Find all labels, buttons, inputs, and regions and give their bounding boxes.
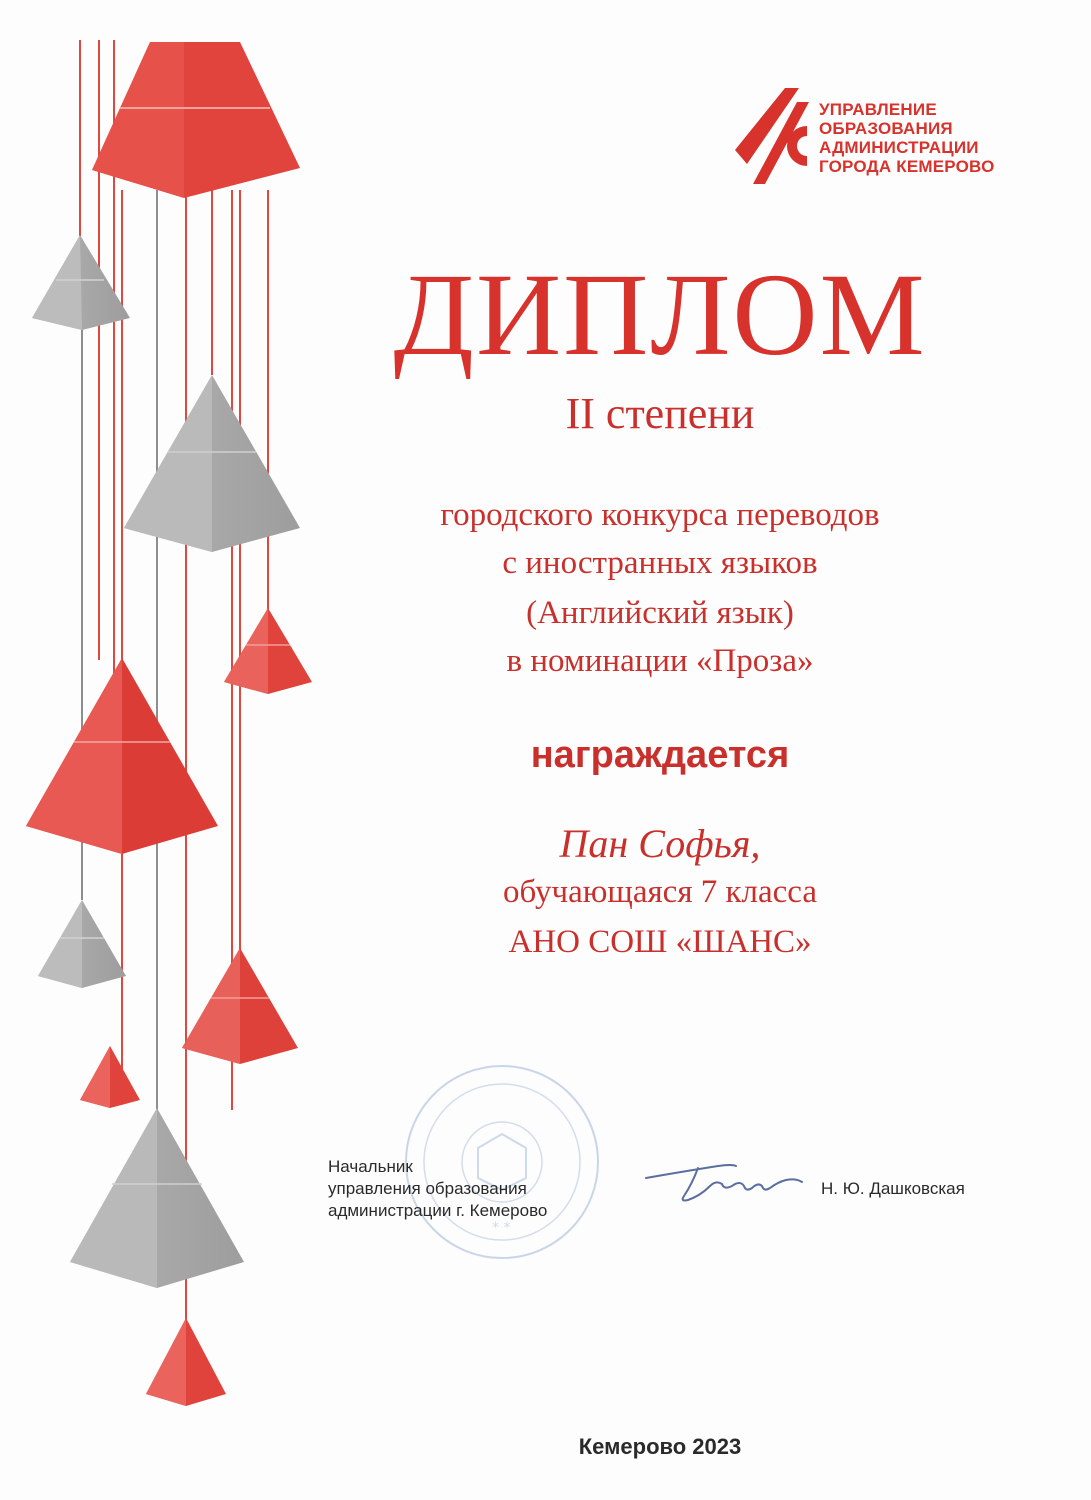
handwritten-signature xyxy=(640,1150,810,1210)
signer-position xyxy=(328,1156,547,1222)
diploma-title: ДИПЛОМ xyxy=(393,249,927,380)
logo xyxy=(735,80,1015,190)
svg-text:* *: * * xyxy=(492,1220,511,1236)
student-school: АНО СОШ «ШАНС» xyxy=(508,924,812,960)
contest-line: с иностранных языков xyxy=(502,545,818,581)
logo-line-3: АДМИНИСТРАЦИИ xyxy=(819,138,979,157)
logo-mark-icon xyxy=(735,80,815,190)
contest-line: в номинации «Проза» xyxy=(506,643,814,679)
diploma-degree: II степени xyxy=(565,389,755,438)
logo-line-2: ОБРАЗОВАНИЯ xyxy=(819,119,953,138)
signer-name: Н. Ю. Дашковская xyxy=(821,1179,965,1198)
decorative-pyramids xyxy=(0,0,330,1500)
logo-text xyxy=(819,100,995,176)
footer-city-year: Кемерово 2023 xyxy=(578,1434,742,1459)
logo-line-1: УПРАВЛЕНИЕ xyxy=(819,100,937,119)
signer-position-line: администрации г. Кемерово xyxy=(328,1201,548,1220)
awarded-heading: награждается xyxy=(530,734,790,776)
contest-line: городского конкурса переводов xyxy=(440,497,880,533)
signer-position-line: управления образования xyxy=(328,1179,527,1198)
logo-line-4: ГОРОДА КЕМЕРОВО xyxy=(819,157,995,176)
student-class: обучающаяся 7 класса xyxy=(503,874,817,910)
contest-line: (Английский язык) xyxy=(526,595,794,631)
student-name: Пан Софья, xyxy=(559,821,761,866)
signer-position-line: Начальник xyxy=(328,1157,413,1176)
